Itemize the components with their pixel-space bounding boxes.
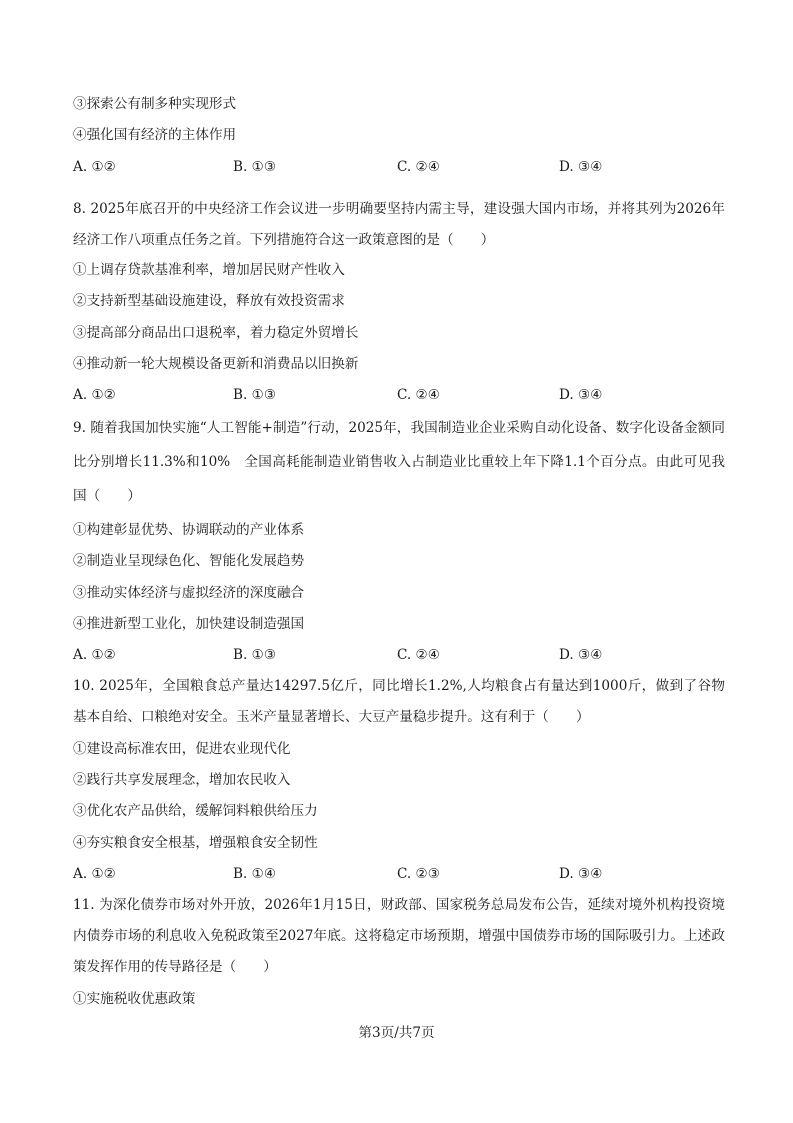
q10-option-b[interactable]: B. ①④ bbox=[233, 866, 277, 882]
q9-item-2: ②制造业呈现绿色化、智能化发展趋势 bbox=[73, 553, 305, 569]
q9-option-b[interactable]: B. ①③ bbox=[233, 647, 277, 663]
q8-options bbox=[73, 386, 733, 404]
q8-option-a[interactable]: A. ①② bbox=[73, 387, 116, 403]
q8-item-1: ①上调存贷款基准利率，增加居民财产性收入 bbox=[73, 262, 345, 278]
q10-item-1: ①建设高标准农田，促进农业现代化 bbox=[73, 741, 291, 757]
q10-stem: 10. 2025年，全国粮食总产量达14297.5亿斤，同比增长1.2%,人均粮食占有量达到1000斤，做到了谷物基本自给、口粮绝对安全。玉米产量显著增长、大豆产量稳步提升。这有利于（ ） bbox=[73, 678, 725, 725]
q10-item-4: ④夯实粮食安全根基，增强粮食安全韧性 bbox=[73, 835, 318, 851]
q7-option-c[interactable]: C. ②④ bbox=[397, 159, 440, 175]
q9-stem: 9. 随着我国加快实施“人工智能+制造”行动，2025年，我国制造业企业采购自动化设备、数字化设备金额同比分别增长11.3%和10% 全国高耗能制造业销售收入占制造业比重较上年下降1.1个百分点。由此可见我国（ ） bbox=[73, 420, 725, 504]
q9-item-3: ③推动实体经济与虚拟经济的深度融合 bbox=[73, 585, 305, 601]
q7-item-3: ③探索公有制多种实现形式 bbox=[73, 96, 237, 112]
q7-item-4: ④强化国有经济的主体作用 bbox=[73, 127, 237, 143]
page-number: 第3页/共7页 bbox=[358, 1025, 435, 1041]
q9-item-1: ①构建彰显优势、协调联动的产业体系 bbox=[73, 522, 305, 538]
q8-stem: 8. 2025年底召开的中央经济工作会议进一步明确要坚持内需主导，建设强大国内市场，并将其列为2026年经济工作八项重点任务之首。下列措施符合这一政策意图的是（ ） bbox=[73, 201, 725, 248]
q10-item-2: ②践行共享发展理念，增加农民收入 bbox=[73, 772, 291, 788]
q10-option-c[interactable]: C. ②③ bbox=[397, 866, 440, 882]
q8-item-4: ④推动新一轮大规模设备更新和消费品以旧换新 bbox=[73, 356, 359, 372]
q9-options bbox=[73, 646, 733, 664]
q11-stem: 11. 为深化债券市场对外开放，2026年1月15日，财政部、国家税务总局发布公告，延续对境外机构投资境内债券市场的利息收入免税政策至2027年底。这将稳定市场预期，增强中国债券市场的国际吸引力。上述政策发挥作用的传导路径是（ ） bbox=[73, 897, 725, 975]
q9-option-d[interactable]: D. ③④ bbox=[559, 647, 603, 663]
q10-item-3: ③优化农产品供给，缓解饲料粮供给压力 bbox=[73, 803, 318, 819]
q9-option-c[interactable]: C. ②④ bbox=[397, 647, 440, 663]
q7-options bbox=[73, 158, 733, 176]
q10-option-a[interactable]: A. ①② bbox=[73, 866, 116, 882]
q11-item-1: ①实施税收优惠政策 bbox=[73, 991, 196, 1007]
q9-option-a[interactable]: A. ①② bbox=[73, 647, 116, 663]
q8-option-d[interactable]: D. ③④ bbox=[559, 387, 603, 403]
q8-option-c[interactable]: C. ②④ bbox=[397, 387, 440, 403]
q8-item-3: ③提高部分商品出口退税率，着力稳定外贸增长 bbox=[73, 325, 359, 341]
q10-option-d[interactable]: D. ③④ bbox=[559, 866, 603, 882]
q9-item-4: ④推进新型工业化，加快建设制造强国 bbox=[73, 616, 305, 632]
q8-option-b[interactable]: B. ①③ bbox=[233, 387, 277, 403]
q7-option-b[interactable]: B. ①③ bbox=[233, 159, 277, 175]
q7-option-a[interactable]: A. ①② bbox=[73, 159, 116, 175]
q7-option-d[interactable]: D. ③④ bbox=[559, 159, 603, 175]
q8-item-2: ②支持新型基础设施建设，释放有效投资需求 bbox=[73, 293, 345, 309]
q10-options bbox=[73, 865, 733, 883]
